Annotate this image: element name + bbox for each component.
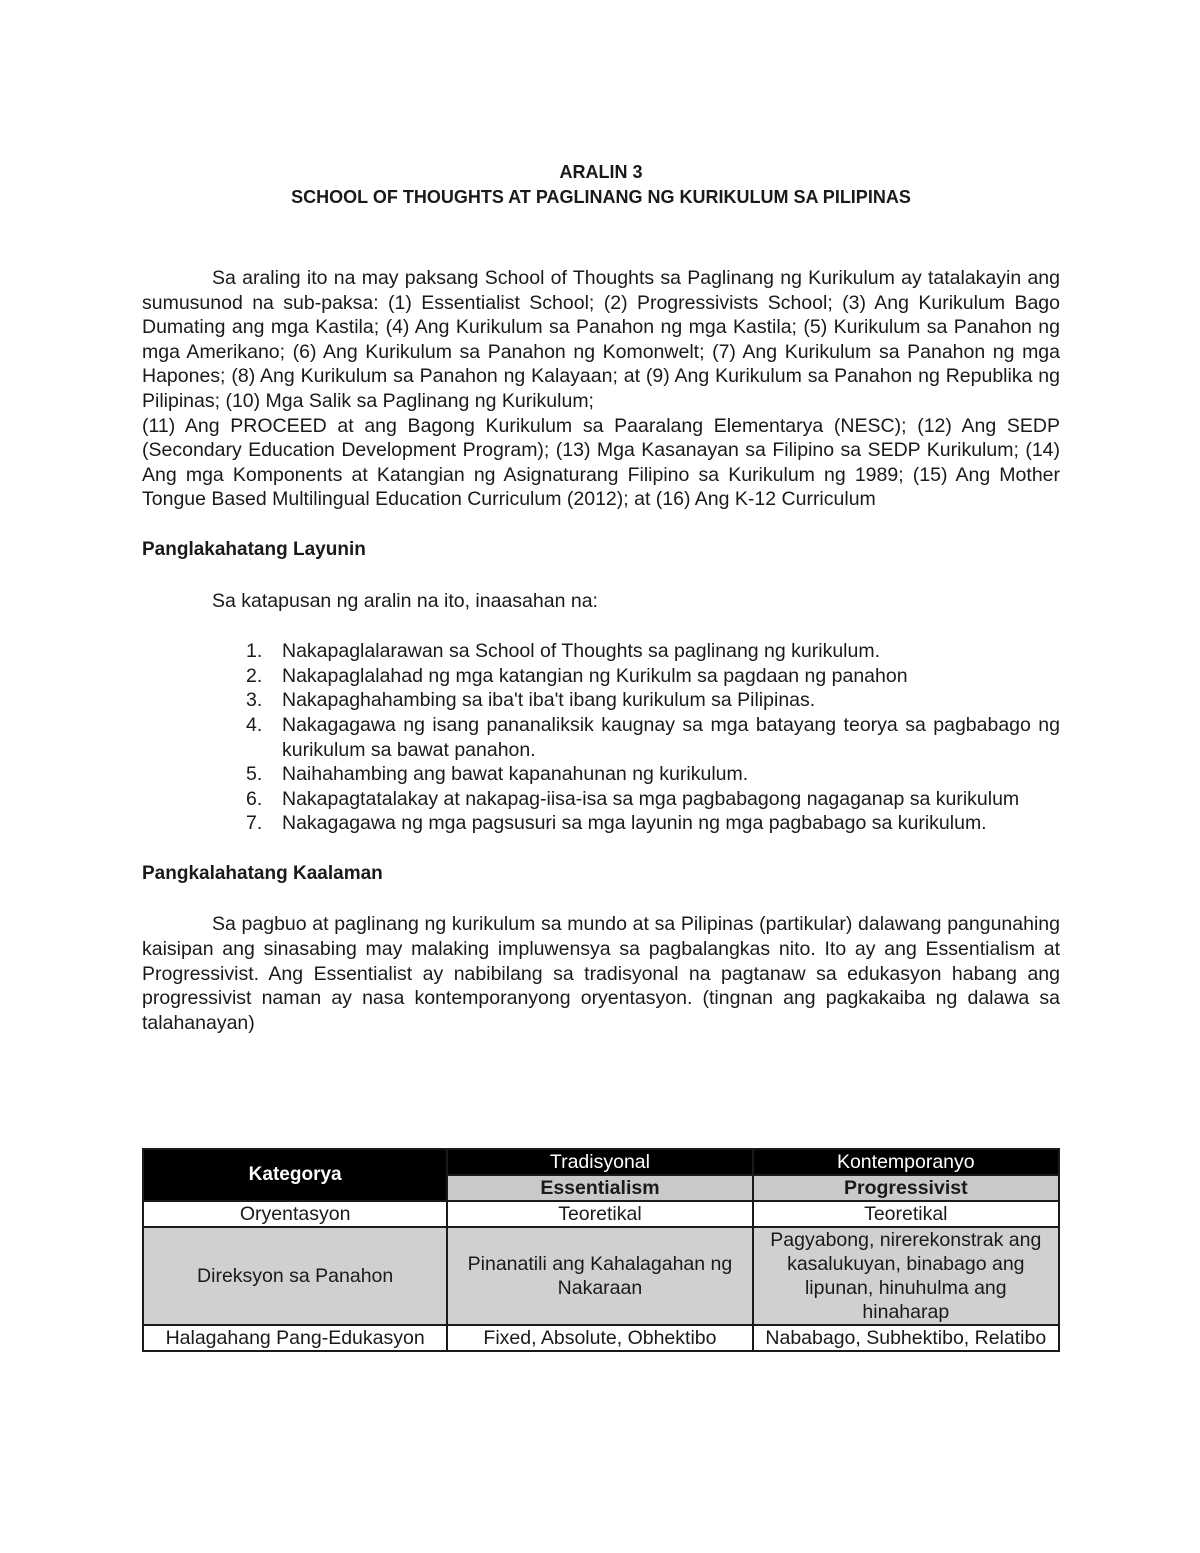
- list-number: 6.: [246, 787, 263, 810]
- row-progressivist: Nababago, Subhektibo, Relatibo: [753, 1325, 1059, 1351]
- list-item: [142, 713, 1060, 762]
- list-number: 4.: [246, 713, 263, 736]
- lesson-title: SCHOOL OF THOUGHTS AT PAGLINANG NG KURIKULUM SA PILIPINAS: [291, 187, 911, 207]
- list-number: 2.: [246, 664, 263, 687]
- list-item: [142, 664, 1060, 689]
- table-row: [143, 1227, 1059, 1325]
- lesson-number: ARALIN 3: [559, 162, 643, 182]
- row-category: Direksyon sa Panahon: [143, 1227, 447, 1325]
- knowledge-heading: Pangkalahatang Kaalaman: [142, 862, 383, 884]
- row-category: Oryentasyon: [143, 1201, 447, 1227]
- row-progressivist: Teoretikal: [753, 1201, 1059, 1227]
- header-tradisyonal: Tradisyonal: [447, 1149, 752, 1175]
- list-number: 7.: [246, 812, 263, 835]
- row-category: Halagahang Pang-Edukasyon: [143, 1325, 447, 1351]
- intro-paragraph-continued: (11) Ang PROCEED at ang Bagong Kurikulum sa Paaralang Elementarya (NESC); (12) Ang SEDP (Secondary Education Development Program); (13) Mga Kasanayan sa Filipino sa SEDP Kurikulum; (14) Ang mga Komponents at Katangian ng Asignaturang Filipino sa Kurikulum ng 1989; (15) Ang Mother Tongue Based Multilingual Education Curriculum (2012); at (16) Ang K-12 Curriculum: [142, 414, 1060, 511]
- list-item: [142, 762, 1060, 787]
- header-kategorya: Kategorya: [143, 1149, 447, 1201]
- objectives-lead: Sa katapusan ng aralin na ito, inaasahan na:: [212, 589, 598, 612]
- list-text: Nakapaglalahad ng mga katangian ng Kurikulm sa pagdaan ng panahon: [282, 664, 908, 687]
- list-item: [142, 787, 1060, 812]
- header-progressivist: Progressivist: [753, 1175, 1059, 1201]
- row-essentialism: Pinanatili ang Kahalagahan ng Nakaraan: [447, 1227, 752, 1325]
- list-text: Naihahambing ang bawat kapanahunan ng kurikulum.: [282, 763, 749, 786]
- header-essentialism: Essentialism: [447, 1175, 752, 1201]
- row-essentialism: Fixed, Absolute, Obhektibo: [447, 1325, 752, 1351]
- table-row: [143, 1325, 1059, 1351]
- list-text: Nakagagawa ng isang pananaliksik kaugnay sa mga batayang teorya sa pagbabago ng kurikulum sa bawat panahon.: [282, 713, 1060, 761]
- list-text: Nakapaglalarawan sa School of Thoughts sa paglinang ng kurikulum.: [282, 640, 881, 663]
- table-header-row: [143, 1149, 1059, 1175]
- document-page: [142, 160, 1060, 1035]
- list-item: [142, 688, 1060, 713]
- header-kontemporanyo: Kontemporanyo: [753, 1149, 1059, 1175]
- list-number: 3.: [246, 689, 263, 712]
- objectives-list: [142, 639, 1060, 836]
- list-item: [142, 811, 1060, 836]
- row-progressivist: Pagyabong, nirerekonstrak ang kasalukuyan, binabago ang lipunan, hinuhulma ang hinaharap: [753, 1227, 1059, 1325]
- objectives-heading: Panglakahatang Layunin: [142, 538, 366, 560]
- list-item: [142, 639, 1060, 664]
- intro-paragraph: Sa araling ito na may paksang School of Thoughts sa Paglinang ng Kurikulum ay tatalakayin ang sumusunod na sub-paksa: (1) Essentialist School; (2) Progressivists School; (3) Ang Kurikulum Bago Dumating ang mga Kastila; (4) Ang Kurikulum sa Panahon ng mga Kastila; (5) Kurikulum sa Panahon ng mga Amerikano; (6) Ang Kurikulum sa Panahon ng Komonwelt; (7) Ang Kurikulum sa Panahon ng mga Hapones; (8) Ang Kurikulum sa Panahon ng Kalayaan; at (9) Ang Kurikulum sa Panahon ng Republika ng Pilipinas; (10) Mga Salik sa Paglinang ng Kurikulum;: [142, 267, 1060, 412]
- list-text: Nakapaghahambing sa iba't iba't ibang kurikulum sa Pilipinas.: [282, 689, 816, 712]
- knowledge-paragraph: Sa pagbuo at paglinang ng kurikulum sa mundo at sa Pilipinas (partikular) dalawang pangunahing kaisipan ang sinasabing may malaking impluwensya sa pagbalangkas nito. Ito ay ang Essentialism at Progressivist. Ang Essentialist ay nabibilang sa tradisyonal na pagtanaw sa edukasyon habang ang progressivist naman ay nasa kontemporanyong oryentasyon. (tingnan ang pagkakaiba ng dalawa sa talahanayan): [142, 913, 1060, 1034]
- row-essentialism: Teoretikal: [447, 1201, 752, 1227]
- list-text: Nakagagawa ng mga pagsusuri sa mga layunin ng mga pagbabago sa kurikulum.: [282, 812, 987, 835]
- title-block: [142, 160, 1060, 210]
- table-row: [143, 1201, 1059, 1227]
- list-text: Nakapagtatalakay at nakapag-iisa-isa sa mga pagbabagong nagaganap sa kurikulum: [282, 787, 1020, 810]
- list-number: 1.: [246, 640, 263, 663]
- comparison-table: [142, 1148, 1060, 1352]
- list-number: 5.: [246, 763, 263, 786]
